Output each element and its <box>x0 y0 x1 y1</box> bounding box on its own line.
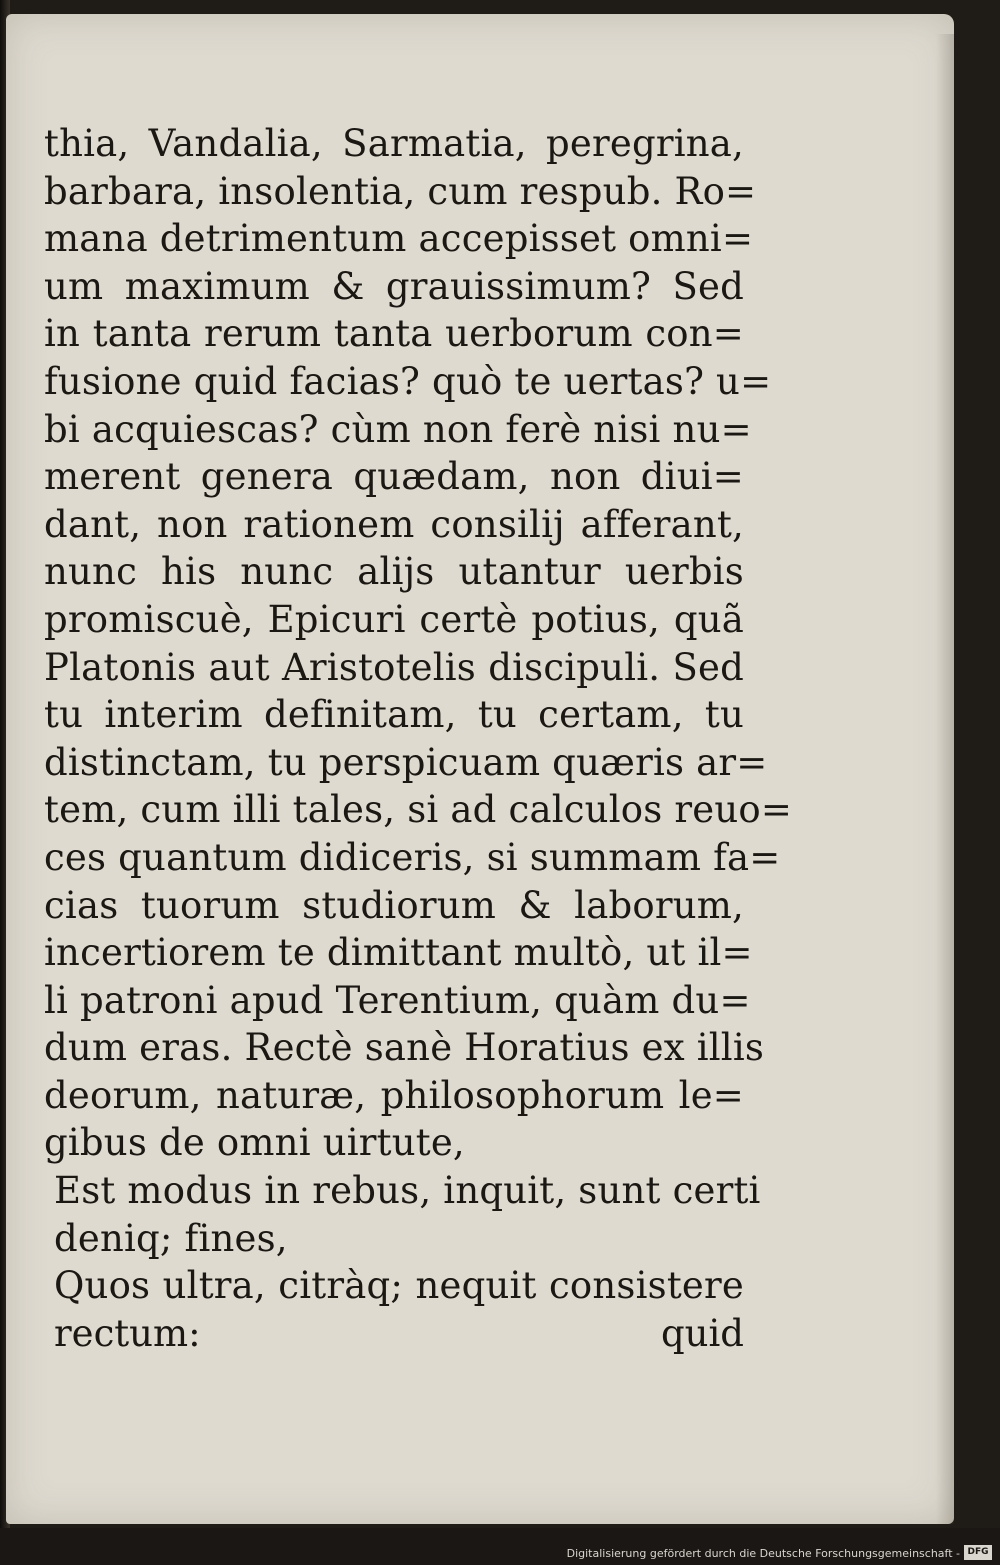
text-line: cias tuorum studiorum & laborum, <box>44 883 744 927</box>
dfg-logo: DFG <box>964 1545 992 1560</box>
text-line: in tanta rerum tanta uerborum con= <box>44 312 744 356</box>
catchword-row <box>44 1310 744 1358</box>
text-line: promiscuè, Epicuri certè potius, quã <box>44 597 744 641</box>
text-line: mana detrimentum accepisset omni= <box>44 217 754 261</box>
verse-line: Est modus in rebus, inquit, sunt certi <box>54 1169 761 1213</box>
text-line: Platonis aut Aristotelis discipuli. Sed <box>44 645 744 689</box>
text-line: thia, Vandalia, Sarmatia, peregrina, <box>44 122 744 165</box>
verse-line-end: rectum: <box>54 1311 201 1355</box>
text-line: li patroni apud Terentium, quàm du= <box>44 978 751 1022</box>
page-edge-shadow <box>936 34 954 1524</box>
text-line: dum eras. Rectè sanè Horatius ex illis <box>44 1026 765 1070</box>
catchword: quid <box>660 1311 744 1355</box>
text-line: ces quantum didiceris, si summam fa= <box>44 835 781 879</box>
text-line: incertiorem te dimittant multò, ut il= <box>44 931 753 975</box>
text-line: gibus de omni uirtute, <box>44 1121 465 1165</box>
text-line: merent genera quædam, non diui= <box>44 455 744 499</box>
text-line: tem, cum illi tales, si ad calculos reuo= <box>44 788 793 832</box>
text-line: deorum, naturæ, philosophorum le= <box>44 1073 744 1117</box>
verse-line: deniq; fines, <box>54 1216 288 1260</box>
text-line: bi acquiescas? cùm non ferè nisi nu= <box>44 407 752 451</box>
text-line: nunc his nunc alijs utantur uerbis <box>44 550 744 594</box>
text-block <box>44 120 793 1357</box>
text-line: tu interim definitam, tu certam, tu <box>44 693 744 737</box>
text-line: um maximum & grauissimum? Sed <box>44 264 744 308</box>
text-line: distinctam, tu perspicuam quæris ar= <box>44 740 768 784</box>
text-line: dant, non rationem consilij afferant, <box>44 502 744 546</box>
text-line: barbara, insolentia, cum respub. Ro= <box>44 169 757 213</box>
digitization-credit: Digitalisierung gefördert durch die Deutsche Forschungsgemeinschaft - <box>566 1547 960 1560</box>
text-line: fusione quid facias? quò te uertas? u= <box>44 359 772 403</box>
verse-line: Quos ultra, citràq; nequit consistere <box>54 1264 744 1308</box>
